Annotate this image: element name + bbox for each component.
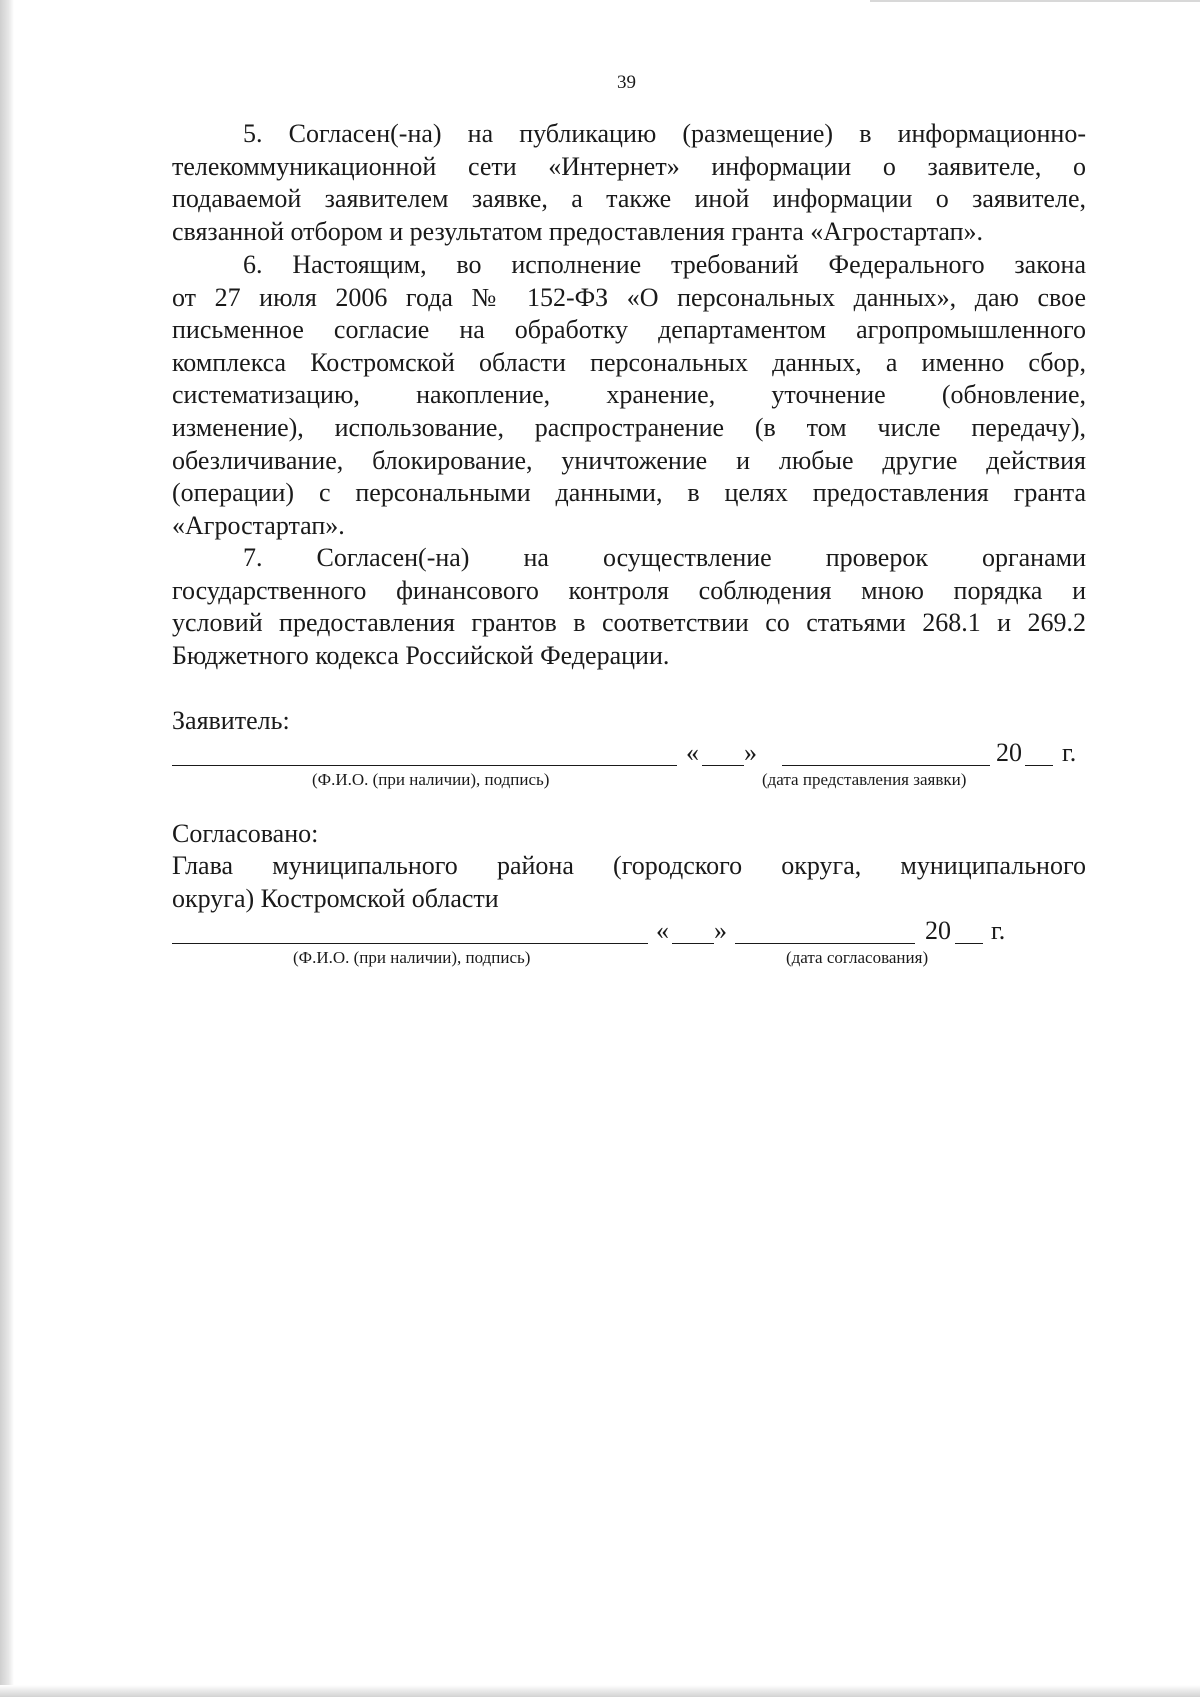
scan-edge-top [870,0,1200,2]
paragraph-line: 6. Настоящим, во исполнение требований Федерального закона [243,250,1086,279]
paragraph-line: подаваемой заявителем заявке, а также иной информации о заявителе, [172,184,1086,214]
agreed-year-line[interactable] [955,943,983,944]
applicant-month-line[interactable] [782,765,990,766]
agreed-name-line[interactable] [172,943,648,944]
agreed-year-prefix: 20 [925,916,951,945]
agreed-date-caption: (дата согласования) [786,948,929,967]
agreed-month-line[interactable] [735,943,915,944]
paragraph-line: письменное согласие на обработку департаментом агропромышленного [172,315,1086,345]
paragraph-line: 7. Согласен(-на) на осуществление проверок органами [243,543,1086,572]
agreed-day-line[interactable] [672,943,714,944]
agreed-position [172,850,1086,915]
paragraph-line: государственного финансового контроля соблюдения мною порядка и [172,575,1086,605]
agreed-position-line: Глава муниципального района (городского округа, муниципального [172,851,1086,880]
paragraph-line: Бюджетного кодекса Российской Федерации. [172,640,670,670]
applicant-year-suffix: г. [1062,738,1077,767]
agreed-label: Согласовано: [172,819,319,848]
scan-edge-bottom [0,1685,1200,1697]
applicant-quote-open: « [686,738,699,767]
paragraph-line: 5. Согласен(-на) на публикацию (размещение) в информационно- [243,119,1086,148]
paragraph-line: обезличивание, блокирование, уничтожение и любые другие действия [172,445,1086,475]
paragraph-line: (операции) с персональными данными, в целях предоставления гранта [172,478,1086,508]
applicant-name-caption: (Ф.И.О. (при наличии), подпись) [312,770,550,789]
applicant-quote-close: » [744,738,757,767]
agreed-year-suffix: г. [991,916,1006,945]
applicant-year-prefix: 20 [996,738,1022,767]
agreed-name-caption: (Ф.И.О. (при наличии), подпись) [293,948,531,967]
page-number: 39 [617,72,636,93]
paragraph-line: от 27 июля 2006 года № 152-ФЗ «О персональных данных», даю свое [172,282,1086,312]
applicant-day-line[interactable] [702,765,744,766]
applicant-date-caption: (дата представления заявки) [762,770,967,789]
paragraph-line: комплекса Костромской области персональных данных, а именно сбор, [172,347,1086,377]
paragraph-line: «Агростартап». [172,510,345,540]
agreed-position-line: округа) Костромской области [172,883,499,913]
paragraph-line: телекоммуникационной сети «Интернет» информации о заявителе, о [172,151,1086,181]
applicant-label: Заявитель: [172,706,290,735]
paragraph-7 [172,542,1086,672]
paragraph-5 [172,118,1086,248]
applicant-year-line[interactable] [1025,765,1053,766]
applicant-name-line[interactable] [172,765,677,766]
agreed-quote-close: » [714,916,727,945]
paragraph-line: систематизацию, накопление, хранение, уточнение (обновление, [172,380,1086,410]
agreed-quote-open: « [656,916,669,945]
scan-edge-left [0,0,14,1697]
paragraph-line: условий предоставления грантов в соответствии со статьями 268.1 и 269.2 [172,608,1086,638]
paragraph-6 [172,249,1086,542]
paragraph-line: изменение), использование, распространение (в том числе передачу), [172,412,1086,442]
paragraph-line: связанной отбором и результатом предоставления гранта «Агростартап». [172,216,984,246]
